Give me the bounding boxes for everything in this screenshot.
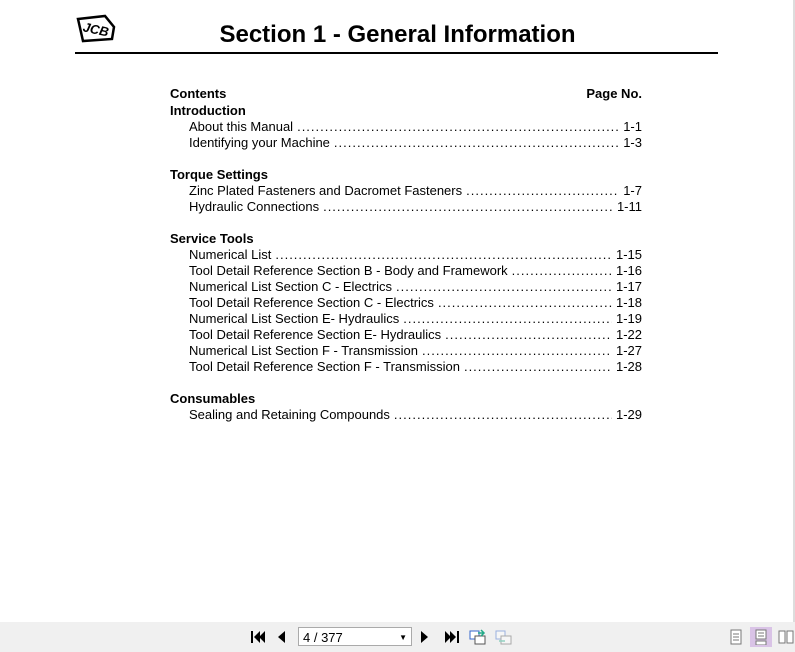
dot-leader xyxy=(464,359,612,375)
toc-entry-label: Tool Detail Reference Section C - Electrics xyxy=(189,295,434,310)
toc-entry-page: 1-28 xyxy=(615,359,642,374)
chevron-down-icon: ▼ xyxy=(399,633,407,642)
dot-leader xyxy=(403,311,612,327)
toc-entry-label: Tool Detail Reference Section F - Transmission xyxy=(189,359,460,374)
toc-section-heading: Torque Settings xyxy=(170,167,268,182)
toc-entry-label: Numerical List Section E- Hydraulics xyxy=(189,311,400,326)
toc-entry[interactable] xyxy=(170,247,642,263)
dot-leader xyxy=(297,119,619,135)
toc-entry-page: 1-1 xyxy=(623,119,642,134)
two-page-icon xyxy=(778,629,794,645)
toc-entry[interactable] xyxy=(170,279,642,295)
continuous-page-icon xyxy=(755,629,767,645)
toc-entry[interactable] xyxy=(170,135,642,151)
dot-leader xyxy=(396,279,612,295)
page-indicator: 4 / 377 xyxy=(303,630,343,645)
svg-text:JCB: JCB xyxy=(81,19,111,40)
last-page-icon xyxy=(444,630,460,644)
spacer xyxy=(170,215,642,231)
page-title: Section 1 - General Information xyxy=(219,21,576,48)
next-page-button[interactable] xyxy=(420,629,430,645)
toc-section-heading: Consumables xyxy=(170,391,256,406)
page-selector[interactable] xyxy=(298,627,412,646)
toc-entry-label: Sealing and Retaining Compounds xyxy=(189,407,390,422)
toc-header xyxy=(170,84,642,103)
dot-leader xyxy=(334,135,619,151)
toc-entry-label: Zinc Plated Fasteners and Dacromet Fasteners xyxy=(189,183,463,198)
page-no-label: Page No. xyxy=(586,86,642,101)
toc-entry-page: 1-11 xyxy=(616,199,642,214)
spacer xyxy=(170,151,642,167)
toc-entry-label: Numerical List Section C - Electrics xyxy=(189,279,392,294)
previous-page-button[interactable] xyxy=(276,629,286,645)
toc-entry-page: 1-16 xyxy=(615,263,642,278)
toc-entry-label: Tool Detail Reference Section E- Hydraulics xyxy=(189,327,442,342)
toc-entry[interactable] xyxy=(170,263,642,279)
single-page-view-button[interactable] xyxy=(725,627,747,647)
single-page-icon xyxy=(730,629,742,645)
toc-entry[interactable] xyxy=(170,359,642,375)
dot-leader xyxy=(445,327,612,343)
toc-entry-label: Tool Detail Reference Section B - Body and Framework xyxy=(189,263,508,278)
dot-leader xyxy=(422,343,612,359)
import-button[interactable] xyxy=(495,629,513,645)
last-page-button[interactable] xyxy=(444,629,460,645)
toc-entry[interactable] xyxy=(170,407,642,423)
toc-entry-page: 1-22 xyxy=(615,327,642,342)
toc-entry[interactable] xyxy=(170,311,642,327)
toc-entry-label: Identifying your Machine xyxy=(189,135,330,150)
first-page-button[interactable] xyxy=(250,629,266,645)
dot-leader xyxy=(512,263,612,279)
toc-entry-label: Hydraulic Connections xyxy=(189,199,320,214)
toc-entry-label: About this Manual xyxy=(189,119,294,134)
toc-entry[interactable] xyxy=(170,327,642,343)
previous-page-icon xyxy=(276,630,286,644)
dot-leader xyxy=(275,247,612,263)
dot-leader xyxy=(438,295,612,311)
table-export-icon xyxy=(469,629,487,645)
spacer xyxy=(170,375,642,391)
dot-leader xyxy=(466,183,619,199)
toc-section-heading: Introduction xyxy=(170,103,246,118)
toc-entry-page: 1-18 xyxy=(615,295,642,310)
export-button[interactable] xyxy=(469,629,487,645)
toc-entry-page: 1-27 xyxy=(615,343,642,358)
toc-entry-page: 1-29 xyxy=(615,407,642,422)
contents-label: Contents xyxy=(170,86,227,101)
toc-entry-label: Numerical List Section F - Transmission xyxy=(189,343,419,358)
toc-entry[interactable] xyxy=(170,199,642,215)
toc-entry-page: 1-15 xyxy=(615,247,642,262)
dot-leader xyxy=(394,407,612,423)
dot-leader xyxy=(323,199,613,215)
toc-entry-page: 1-7 xyxy=(623,183,642,198)
title-rule xyxy=(75,52,718,54)
toc-entry[interactable] xyxy=(170,119,642,135)
next-page-icon xyxy=(420,630,430,644)
toc-entry[interactable] xyxy=(170,295,642,311)
table-import-icon xyxy=(495,629,513,645)
toc-entry-page: 1-17 xyxy=(615,279,642,294)
facing-view-button[interactable] xyxy=(775,627,795,647)
toc-section-heading: Service Tools xyxy=(170,231,254,246)
toc-entry-label: Numerical List xyxy=(189,247,272,262)
toc-entry-page: 1-19 xyxy=(615,311,642,326)
toc-entry[interactable] xyxy=(170,183,642,199)
table-of-contents xyxy=(170,84,642,423)
first-page-icon xyxy=(250,630,266,644)
toc-entry-page: 1-3 xyxy=(623,135,642,150)
toc-entry[interactable] xyxy=(170,343,642,359)
continuous-view-button[interactable] xyxy=(750,627,772,647)
